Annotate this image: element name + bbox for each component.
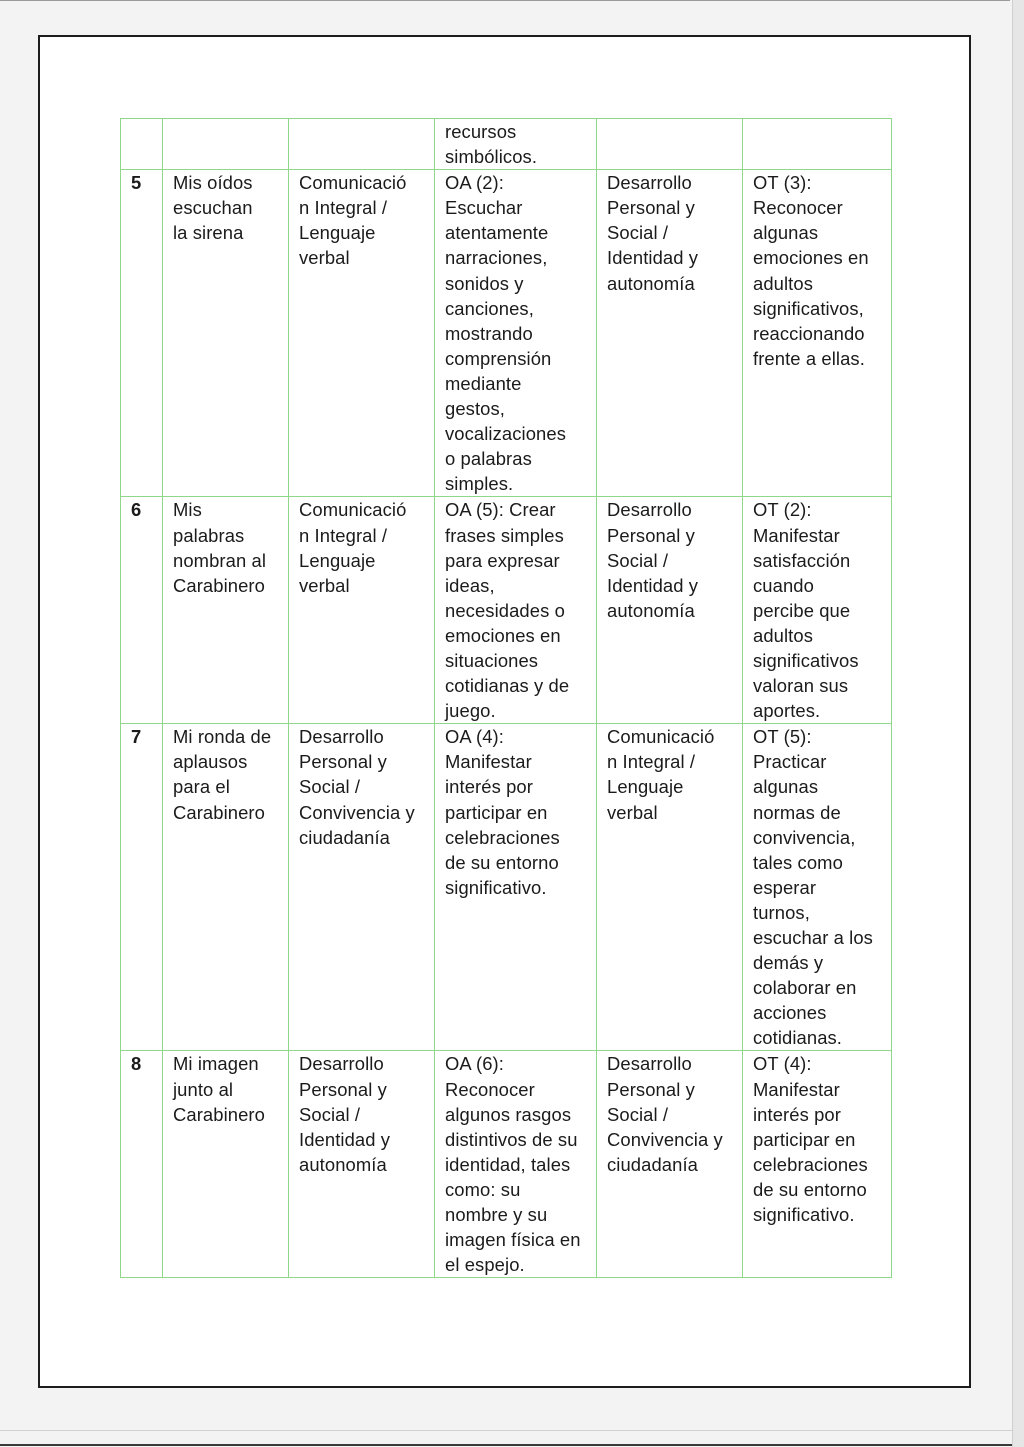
activity-name <box>163 119 289 170</box>
related-area-cell: Desarrollo Personal y Social / Identidad y autonomía <box>597 497 743 724</box>
objective-cell: OA (4): Manifestar interés por participar en celebraciones de su entorno significativo. <box>435 724 597 1051</box>
table-row <box>121 170 892 497</box>
activities-table <box>120 118 892 1278</box>
transversal-cell: OT (2): Manifestar satisfacción cuando percibe que adultos significativos valoran sus aportes. <box>743 497 892 724</box>
window-top-edge <box>0 0 1010 1</box>
activity-name: Mis oídos escuchan la sirena <box>163 170 289 497</box>
objective-cell: OA (6): Reconocer algunos rasgos distintivos de su identidad, tales como: su nombre y su imagen física en el espejo. <box>435 1051 597 1278</box>
vertical-scrollbar[interactable] <box>1012 0 1024 1447</box>
related-area-cell: Comunicació n Integral / Lenguaje verbal <box>597 724 743 1051</box>
table-row <box>121 1051 892 1278</box>
row-number: 6 <box>121 497 163 724</box>
related-area-cell: Desarrollo Personal y Social / Identidad y autonomía <box>597 170 743 497</box>
transversal-cell <box>743 119 892 170</box>
related-area-cell <box>597 119 743 170</box>
row-number: 7 <box>121 724 163 1051</box>
area-cell <box>289 119 435 170</box>
row-number <box>121 119 163 170</box>
window-bottom-divider <box>0 1430 1012 1431</box>
area-cell: Comunicació n Integral / Lenguaje verbal <box>289 170 435 497</box>
objective-cell: recursos simbólicos. <box>435 119 597 170</box>
activity-name: Mi ronda de aplausos para el Carabinero <box>163 724 289 1051</box>
table-row <box>121 724 892 1051</box>
objective-cell: OA (5): Crear frases simples para expresar ideas, necesidades o emociones en situaciones cotidianas y de juego. <box>435 497 597 724</box>
activity-name: Mis palabras nombran al Carabinero <box>163 497 289 724</box>
row-number: 8 <box>121 1051 163 1278</box>
objective-cell: OA (2): Escuchar atentamente narraciones, sonidos y canciones, mostrando comprensión mediante gestos, vocalizaciones o palabras simples. <box>435 170 597 497</box>
activity-name: Mi imagen junto al Carabinero <box>163 1051 289 1278</box>
area-cell: Desarrollo Personal y Social / Convivencia y ciudadanía <box>289 724 435 1051</box>
transversal-cell: OT (5): Practicar algunas normas de convivencia, tales como esperar turnos, escuchar a los demás y colaborar en acciones cotidianas. <box>743 724 892 1051</box>
table-row <box>121 497 892 724</box>
document-page <box>38 35 971 1388</box>
window-bottom-edge <box>0 1444 1012 1446</box>
transversal-cell: OT (3): Reconocer algunas emociones en adultos significativos, reaccionando frente a ellas. <box>743 170 892 497</box>
table-row <box>121 119 892 170</box>
row-number: 5 <box>121 170 163 497</box>
area-cell: Desarrollo Personal y Social / Identidad y autonomía <box>289 1051 435 1278</box>
area-cell: Comunicació n Integral / Lenguaje verbal <box>289 497 435 724</box>
transversal-cell: OT (4): Manifestar interés por participar en celebraciones de su entorno significativo. <box>743 1051 892 1278</box>
related-area-cell: Desarrollo Personal y Social / Convivencia y ciudadanía <box>597 1051 743 1278</box>
